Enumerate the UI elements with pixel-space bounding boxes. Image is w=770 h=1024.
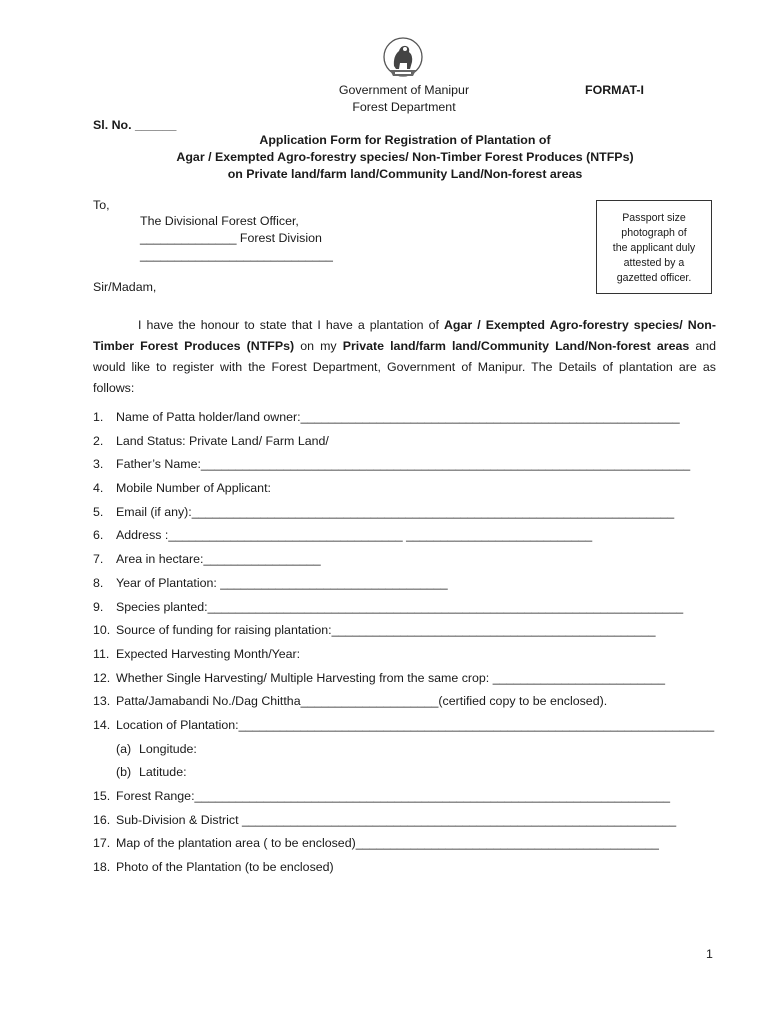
serial-number: Sl. No. ______ (93, 118, 177, 132)
form-field-item (93, 550, 743, 574)
item-number: 9. (93, 599, 104, 614)
form-field-item (93, 858, 743, 882)
passport-photo-box (596, 200, 712, 294)
form-fields-list (93, 408, 743, 882)
paragraph-text: I have the honour to state that I have a plantation of (138, 318, 444, 332)
form-field-item (93, 692, 743, 716)
item-label: Area in hectare:_________________ (116, 552, 321, 567)
salutation: Sir/Madam, (93, 280, 157, 294)
item-number: 10. (93, 623, 111, 638)
form-field-item (93, 621, 743, 645)
item-number: 2. (93, 433, 104, 448)
form-field-item (93, 598, 743, 622)
form-field-item (93, 834, 743, 858)
item-number: 18. (93, 860, 111, 875)
item-number: 5. (93, 504, 104, 519)
form-title-line3: on Private land/farm land/Community Land/Non-forest areas (227, 167, 583, 181)
item-label: Map of the plantation area ( to be enclosed)____________________________________________ (116, 836, 659, 851)
item-number: 13. (93, 694, 111, 709)
item-label: Name of Patta holder/land owner:_______________________________________________________ (116, 410, 680, 424)
form-field-item (93, 716, 743, 740)
address-officer: The Divisional Forest Officer, (140, 214, 299, 228)
form-field-item (93, 645, 743, 669)
item-label: Whether Single Harvesting/ Multiple Harvesting from the same crop: _________________________ (116, 670, 665, 685)
item-number: 1. (93, 410, 104, 424)
item-label: Latitude: (139, 765, 187, 780)
item-label: Sub-Division & District _______________________________________________________________ (116, 812, 677, 827)
address-division: ______________ Forest Division (140, 231, 322, 245)
paragraph-text: and would like to register with the Forest Department, Government of Manipur. The Details of plantation are as follows: (93, 339, 717, 395)
item-label: Year of Plantation: _________________________________ (116, 575, 448, 590)
item-label: Location of Plantation:_____________________________________________________________________ (116, 717, 715, 732)
item-label: Patta/Jamabandi No./Dag Chittha____________________(certified copy to be enclosed). (116, 694, 608, 709)
item-number: 17. (93, 836, 111, 851)
item-number: 7. (93, 552, 104, 567)
form-field-item (93, 787, 743, 811)
item-label: Photo of the Plantation (to be enclosed) (116, 860, 334, 875)
item-label: Father’s Name:_______________________________________________________________________ (116, 457, 691, 472)
item-number: 15. (93, 789, 111, 803)
photo-box-line: gazetted officer. (616, 272, 692, 284)
item-label: Email (if any):______________________________________________________________________ (116, 504, 675, 519)
item-number: 3. (93, 457, 104, 472)
photo-box-line: photograph of (621, 227, 687, 239)
item-label: Expected Harvesting Month/Year: (116, 646, 301, 661)
item-number: 11. (93, 646, 110, 661)
photo-box-line: attested by a (623, 257, 685, 269)
form-field-item (93, 503, 743, 527)
intro-paragraph (93, 315, 716, 399)
address-to: To, (93, 198, 110, 212)
form-field-item (93, 455, 743, 479)
form-field-item (93, 408, 743, 432)
form-field-item (93, 763, 743, 787)
form-field-item (93, 479, 743, 503)
item-number: (a) (116, 741, 132, 756)
format-label: FORMAT-I (585, 83, 644, 97)
item-label: Land Status: Private Land/ Farm Land/ (116, 433, 329, 448)
item-label: Mobile Number of Applicant: (116, 481, 271, 496)
form-field-item (93, 669, 743, 693)
item-number: 14. (93, 717, 111, 732)
form-field-item (93, 574, 743, 598)
item-number: 4. (93, 481, 104, 496)
item-number: 16. (93, 812, 111, 827)
form-title-line1: Application Form for Registration of Plantation of (259, 133, 551, 147)
paragraph-text: on my (294, 339, 343, 353)
form-field-item (93, 526, 743, 550)
item-label: Forest Range:_____________________________________________________________________ (116, 789, 670, 803)
item-label: Address :__________________________________ ___________________________ (116, 528, 593, 543)
item-number: (b) (116, 765, 132, 780)
item-label: Species planted:_____________________________________________________________________ (116, 599, 684, 614)
item-number: 12. (93, 670, 111, 685)
manipur-emblem-icon (382, 36, 424, 82)
photo-box-line: Passport size (622, 212, 686, 224)
form-field-item (93, 740, 743, 764)
paragraph-bold: Private land/farm land/Community Land/Non-forest areas (342, 339, 690, 353)
page-number: 1 (706, 947, 713, 961)
paragraph-bold: Agar / Exempted Agro-forestry species/ Non-Timber Forest Produces (NTFPs) (93, 318, 716, 353)
form-title-line2: Agar / Exempted Agro-forestry species/ Non-Timber Forest Produces (NTFPs) (176, 150, 634, 164)
photo-box-line: the applicant duly (612, 242, 696, 254)
item-number: 8. (93, 575, 104, 590)
form-field-item (93, 811, 743, 835)
form-field-item (93, 432, 743, 456)
item-label: Longitude: (139, 741, 197, 756)
department-name: Forest Department (352, 100, 456, 114)
government-name: Government of Manipur (338, 83, 470, 97)
item-label: Source of funding for raising plantation:_______________________________________________ (116, 623, 656, 638)
item-number: 6. (93, 528, 104, 543)
address-blank: ____________________________ (140, 248, 333, 262)
